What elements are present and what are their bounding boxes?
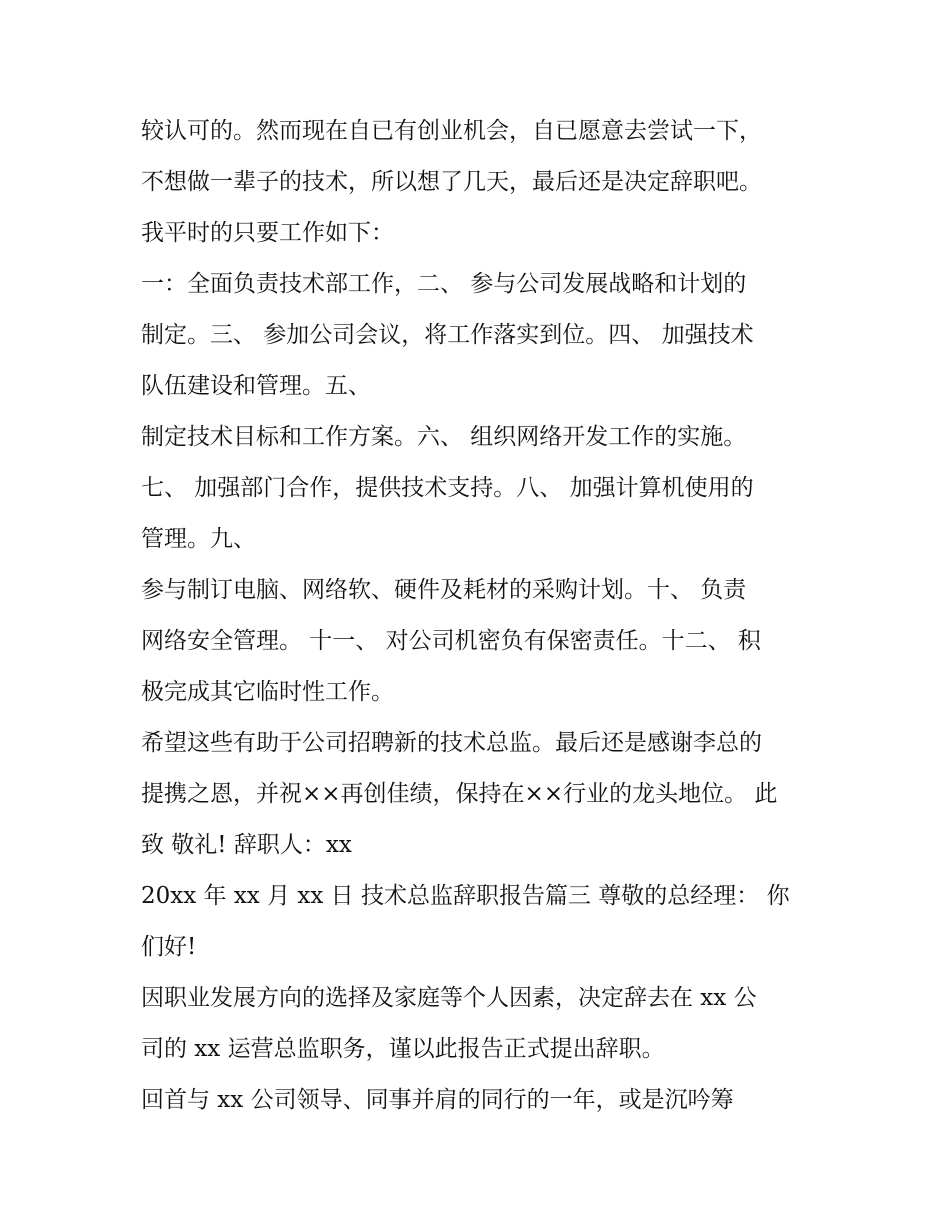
text-line: 参与制订电脑、网络软、硬件及耗材的采购计划。十、 负责 — [141, 577, 747, 603]
text-line: 因职业发展方向的选择及家庭等个人因素，决定辞去在 xx 公 — [141, 985, 757, 1011]
text-line: 提携之恩，并祝××再创佳绩，保持在××行业的龙头地位。 此 — [141, 781, 778, 807]
text-line: 一：全面负责技术部工作，二、 参与公司发展战略和计划的 — [141, 271, 747, 297]
text-line: 制定。三、 参加公司会议，将工作落实到位。四、 加强技术 — [141, 322, 754, 348]
text-line: 们好! — [141, 934, 197, 960]
text-line: 我平时的只要工作如下： — [141, 220, 394, 246]
text-line: 希望这些有助于公司招聘新的技术总监。最后还是感谢李总的 — [141, 730, 762, 756]
text-line: 致 敬礼! 辞职人：xx — [141, 832, 352, 858]
text-line: 制定技术目标和工作方案。六、 组织网络开发工作的实施。 — [141, 424, 747, 450]
text-line: 七、 加强部门合作，提供技术支持。八、 加强计算机使用的 — [141, 475, 754, 501]
text-line: 司的 xx 运营总监职务，谨以此报告正式提出辞职。 — [141, 1036, 665, 1062]
body-text — [141, 106, 821, 1126]
text-line: 回首与 xx 公司领导、同事并肩的同行的一年，或是沉吟筹 — [141, 1087, 734, 1113]
text-line: 较认可的。然而现在自已有创业机会，自已愿意去尝试一下， — [141, 118, 762, 144]
text-line: 20xx 年 xx 月 xx 日 技术总监辞职报告篇三 尊敬的总经理： 你 — [141, 883, 790, 909]
text-line: 极完成其它临时性工作。 — [141, 679, 394, 705]
text-line: 网络安全管理。 十一、 对公司机密负有保密责任。十二、 积 — [141, 628, 761, 654]
text-line: 管理。九、 — [141, 526, 256, 552]
text-line: 不想做一辈子的技术，所以想了几天，最后还是决定辞职吧。 — [141, 169, 762, 195]
text-line: 队伍建设和管理。五、 — [141, 373, 371, 399]
